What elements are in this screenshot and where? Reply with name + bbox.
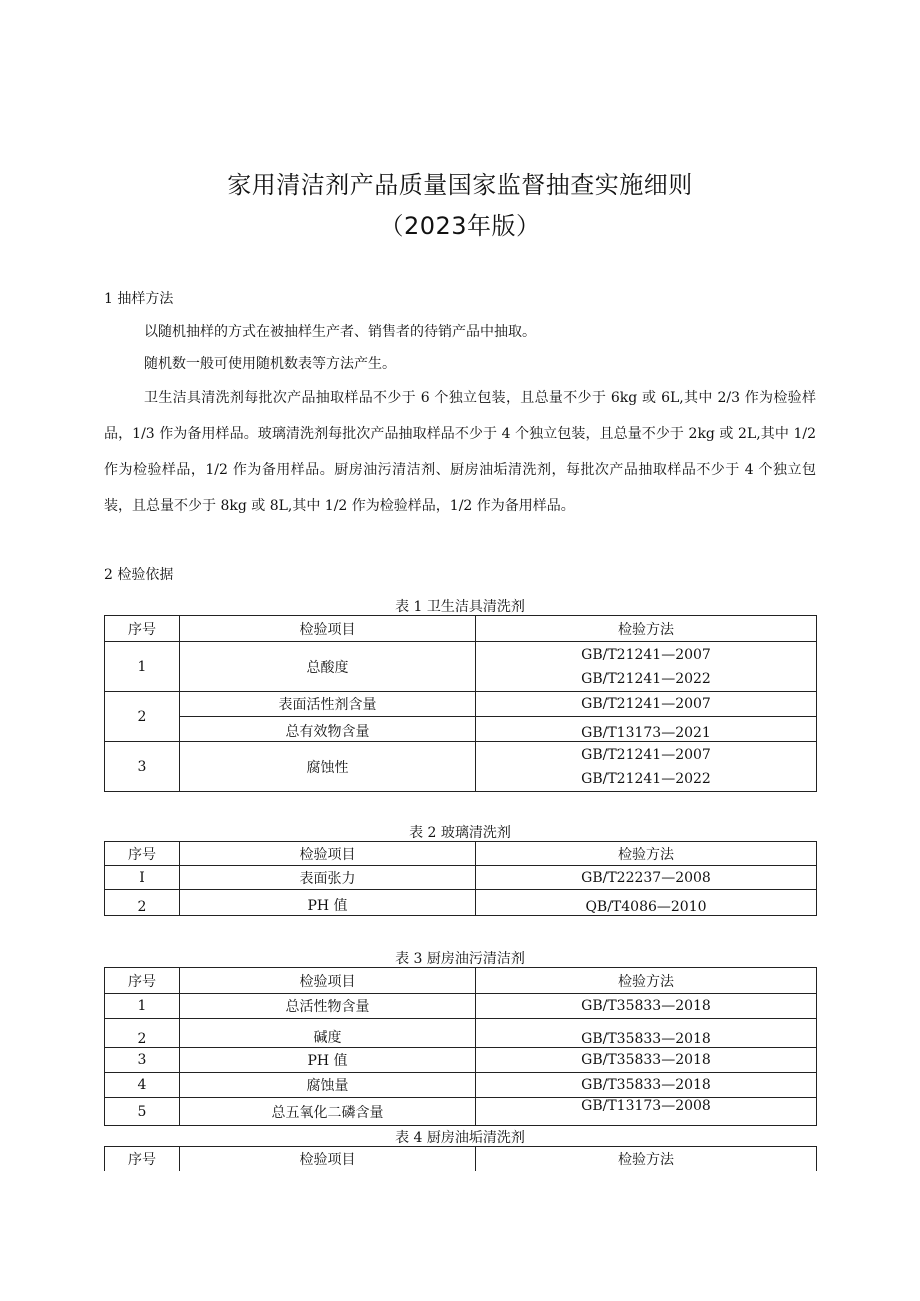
section-1-heading: 1 抽样方法 (104, 291, 174, 307)
method-line: GB/T21241—2007 (581, 746, 711, 763)
row-item: PH 值 (180, 1048, 476, 1073)
row-no: 1 (105, 994, 180, 1019)
header-method: 检验方法 (476, 616, 817, 642)
row-item: 总活性物含量 (180, 994, 476, 1019)
row-method (476, 642, 817, 692)
row-method: GB/T13173—2008 (476, 1098, 817, 1126)
row-no: 1 (105, 642, 180, 692)
row-item: 腐蚀量 (180, 1073, 476, 1098)
table-1 (104, 615, 817, 792)
table-2-caption: 表 2 玻璃清洗剂 (409, 825, 511, 841)
table-row (105, 1048, 817, 1073)
table-row (105, 866, 817, 890)
table-row (105, 642, 817, 692)
row-method: GB/T22237—2008 (476, 866, 817, 890)
table-header-row (105, 968, 817, 994)
table-header-row (105, 842, 817, 866)
table-row (105, 994, 817, 1019)
header-item: 检验项目 (180, 968, 476, 994)
row-item: 表面张力 (180, 866, 476, 890)
row-item: 表面活性剂含量 (180, 692, 476, 717)
header-no: 序号 (105, 616, 180, 642)
row-method: GB/T35833—2018 (476, 1019, 817, 1048)
row-method: QB/T4086—2010 (476, 890, 817, 916)
table-row (105, 717, 817, 742)
table-2 (104, 841, 817, 916)
method-line: GB/T21241—2022 (581, 670, 711, 687)
document-edition: （2023年版） (379, 212, 541, 240)
row-no: 2 (105, 692, 180, 742)
table-3-caption: 表 3 厨房油污清洁剂 (395, 951, 525, 967)
table-4 (104, 1146, 817, 1171)
table-row (105, 692, 817, 717)
header-method: 检验方法 (476, 1147, 817, 1171)
table-row (105, 742, 817, 792)
table-header-row (105, 616, 817, 642)
table-row (105, 890, 817, 916)
header-item: 检验项目 (180, 616, 476, 642)
row-no: 2 (105, 890, 180, 916)
header-method: 检验方法 (476, 842, 817, 866)
row-no: I (105, 866, 180, 890)
method-line: GB/T21241—2007 (581, 646, 711, 663)
header-no: 序号 (105, 968, 180, 994)
header-method: 检验方法 (476, 968, 817, 994)
row-item: 碱度 (180, 1019, 476, 1048)
table-1-caption: 表 1 卫生洁具清洗剂 (395, 599, 525, 615)
table-3 (104, 967, 817, 1126)
row-no: 3 (105, 742, 180, 792)
table-row (105, 1098, 817, 1126)
paragraph-sampling-method: 以随机抽样的方式在被抽样生产者、销售者的待销产品中抽取。 (144, 324, 536, 340)
row-no: 5 (105, 1098, 180, 1126)
header-item: 检验项目 (180, 1147, 476, 1171)
table-4-caption: 表 4 厨房油垢清洗剂 (395, 1130, 525, 1146)
header-no: 序号 (105, 842, 180, 866)
method-line: GB/T21241—2022 (581, 770, 711, 787)
row-no: 2 (105, 1019, 180, 1048)
paragraph-sample-quantity: 卫生洁具清洗剂每批次产品抽取样品不少于 6 个独立包装，且总量不少于 6kg 或 6L,其中 2/3 作为检验样品，1/3 作为备用样品。玻璃清洗剂每批次产品抽取样品不少于 4 个独立包装，且总量不少于 2kg 或 2L,其中 1/2 作为检验样品，1/2 作为备用样品。厨房油污清洁剂、厨房油垢清洗剂，每批次产品抽取样品不少于 4 个独立包装，且总量不少于 8kg 或 8L,其中 1/2 作为检验样品，1/2 作为备用样品。 (104, 390, 816, 514)
row-no: 3 (105, 1048, 180, 1073)
row-item: PH 值 (180, 890, 476, 916)
section-2-heading: 2 检验依据 (104, 567, 174, 583)
header-item: 检验项目 (180, 842, 476, 866)
row-method: GB/T21241—2007 (476, 692, 817, 717)
row-method: GB/T35833—2018 (476, 994, 817, 1019)
document-title: 家用清洁剂产品质量国家监督抽查实施细则 (227, 171, 693, 199)
row-no: 4 (105, 1073, 180, 1098)
paragraph-random-number: 随机数一般可使用随机数表等方法产生。 (144, 356, 396, 372)
row-item: 总有效物含量 (180, 717, 476, 742)
row-method: GB/T35833—2018 (476, 1073, 817, 1098)
header-no: 序号 (105, 1147, 180, 1171)
row-item: 总酸度 (180, 642, 476, 692)
row-item: 腐蚀性 (180, 742, 476, 792)
table-row (105, 1019, 817, 1048)
row-method: GB/T13173—2021 (476, 717, 817, 742)
table-row (105, 1073, 817, 1098)
table-header-row (105, 1147, 817, 1171)
row-item: 总五氧化二磷含量 (180, 1098, 476, 1126)
row-method (476, 742, 817, 792)
row-method: GB/T35833—2018 (476, 1048, 817, 1073)
